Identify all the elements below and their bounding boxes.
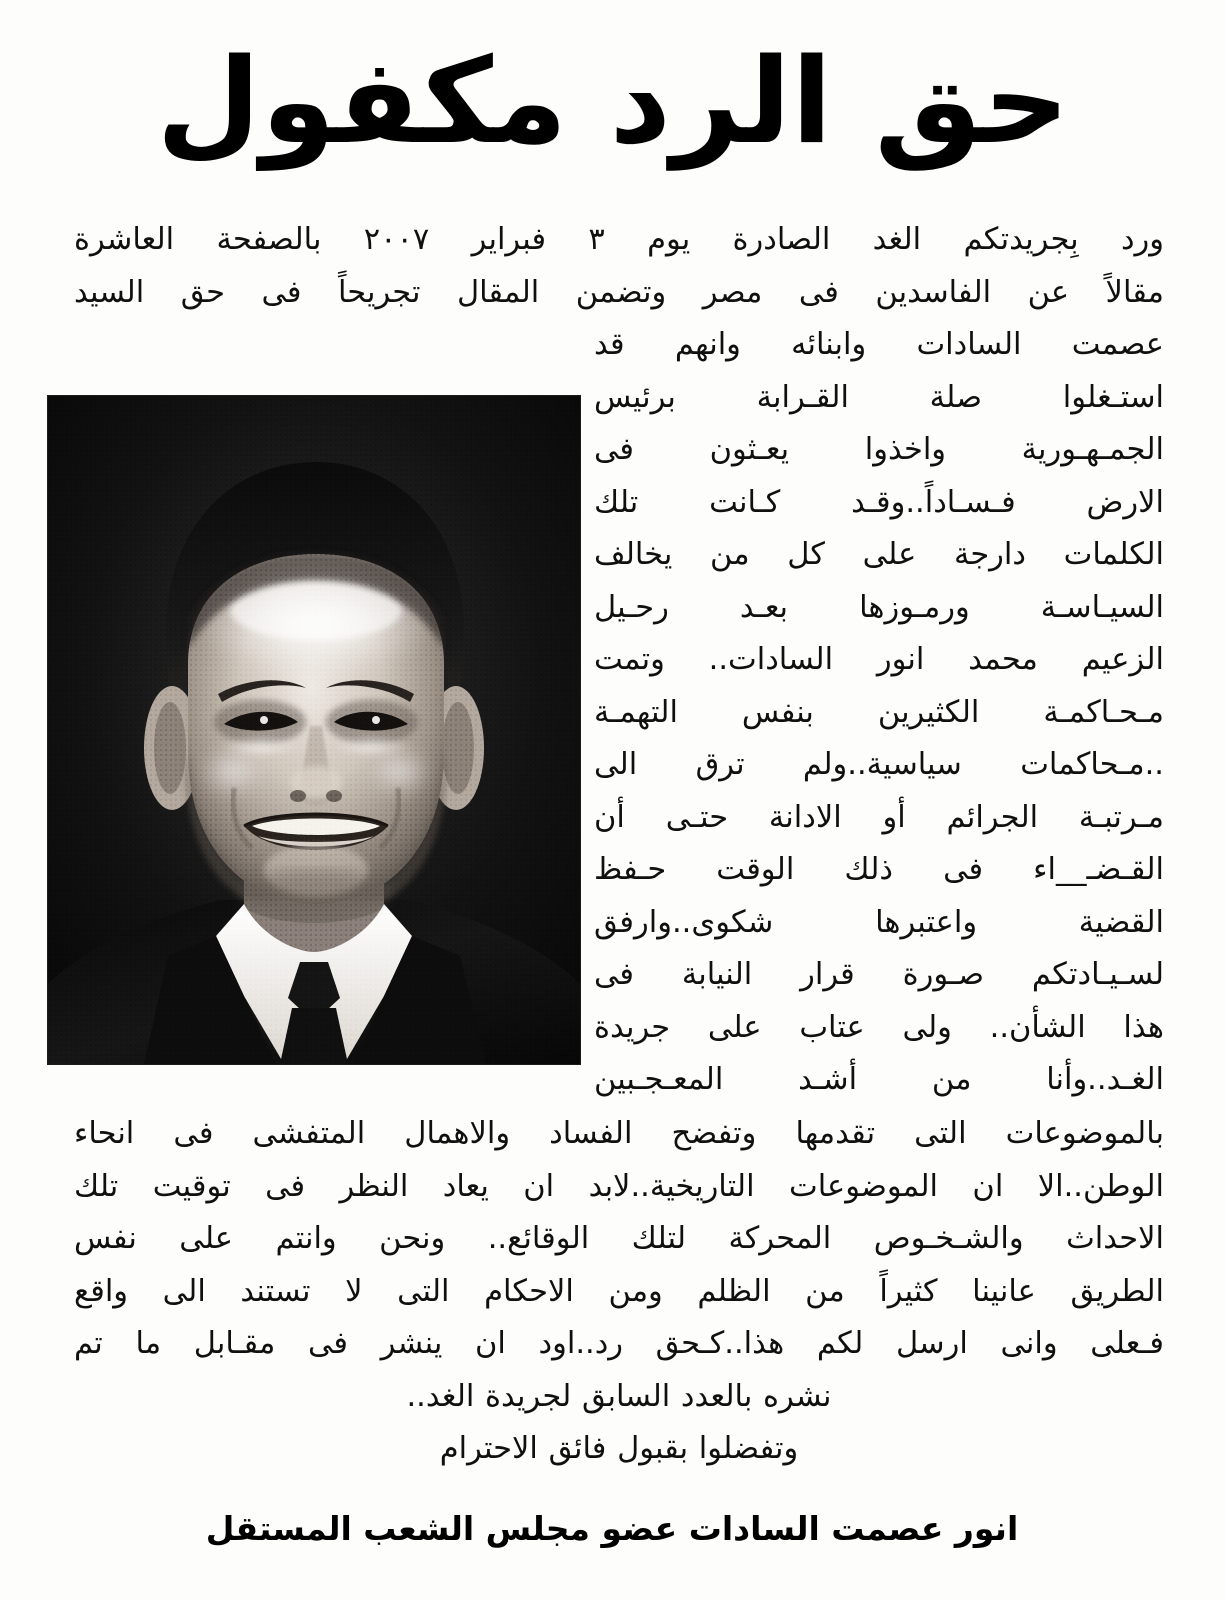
article-closing-line: وتفضلوا بقبول فائق الاحترام	[439, 1431, 799, 1466]
article-line: مـرتبـة الجرائم أو الادانة حتـى أن	[594, 799, 1164, 835]
article-line: الطريق عانينا كثيراً من الظلم ومن الاحكام التى لا تستند الى واقع	[74, 1273, 1164, 1309]
article-intro-block	[74, 214, 1164, 319]
article-bottom-block	[74, 1108, 1164, 1476]
article-signature: انور عصمت السادات عضو مجلس الشعب المستقل	[205, 1509, 1019, 1548]
article-line: بالموضوعات التى تقدمها وتفضح الفساد والاهمال المتفشى فى انحاء	[74, 1116, 1164, 1151]
article-line: ..مـحاكمات سياسية..ولم ترق الى	[594, 747, 1164, 782]
article-line: هذا الشأن.. ولى عتاب على جريدة	[594, 1009, 1164, 1045]
article-line: الزعيم محمد انور السادات.. وتمت	[594, 642, 1164, 677]
article-line: الوطن..الا ان الموضوعات التاريخية..لابد ان يعاد النظر فى توقيت تلك	[74, 1168, 1164, 1204]
article-line: عصمت السادات وابنائه وانهم قد	[594, 327, 1164, 362]
article-closing-line: نشره بالعدد السابق لجريدة الغد..	[406, 1378, 832, 1414]
article-column-block	[594, 319, 1164, 1107]
article-line: ورد بِجريدتكم الغد الصادرة يوم ٣ فبراير ٢٠٠٧ بالصفحة العاشرة	[74, 222, 1164, 257]
article-line: الكلمات دارجة على كل من يخالف	[594, 537, 1164, 572]
article-line: مقالاً عن الفاسدين فى مصر وتضمن المقال تجريحاً فى حق السيد	[74, 274, 1164, 310]
article-line: الجمـهـورية واخذوا يعـثون فى	[594, 432, 1164, 467]
page-title: حق الرد مكفول	[156, 32, 1070, 170]
article-line: فـعلى وانى ارسل لكم هذا..كـحق رد..اود ان ينشر فى مقـابل ما تم	[74, 1326, 1164, 1361]
portrait-photo	[48, 396, 580, 1064]
article-line: استـغلوا صلة القـرابة برئيس	[594, 379, 1164, 415]
article-line: لسـيـادتكم صـورة قرار النيابة فى	[594, 957, 1164, 992]
article-line: القضية واعتبرها شكوى..وارفق	[594, 904, 1164, 940]
article-line: الاحداث والشـخـوص المحركة لتلك الوقائع.. ونحن وانتم على نفس	[74, 1221, 1164, 1256]
article-line: الارض فـسـاداً..وقـد كـانت تلك	[594, 484, 1164, 520]
article-line: مـحـاكمـة الكثيرين بنفس التهمـة	[594, 694, 1164, 730]
article-line: الغـد..وأنا من أشـد المعـجـبين	[594, 1062, 1164, 1097]
article-line: القـضـ__اء فى ذلك الوقت حـفظ	[594, 852, 1164, 887]
article-line: السيـاسـة ورمـوزها بعـد رحـيل	[594, 589, 1164, 625]
